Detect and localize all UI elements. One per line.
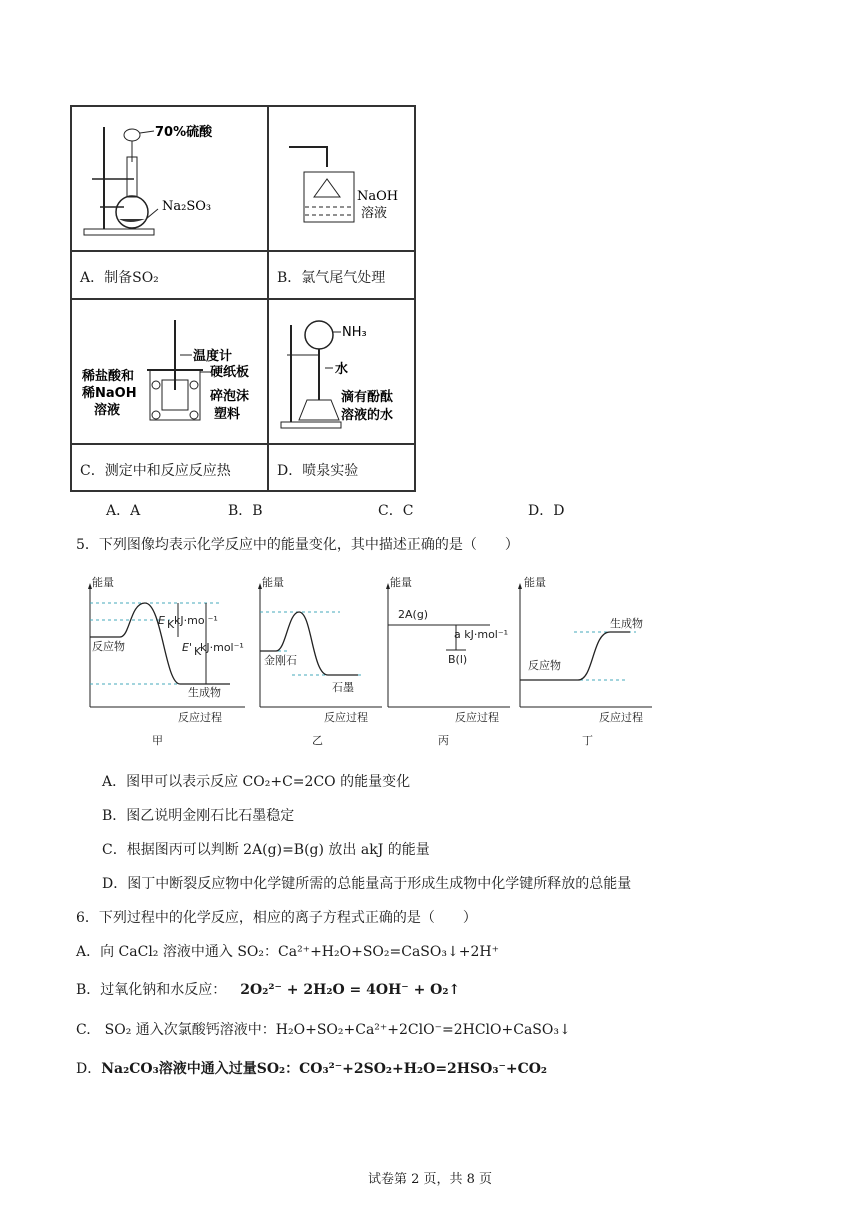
apparatus-b-caption-cell <box>268 251 415 299</box>
jia-ek-unit: kJ·mol⁻¹ <box>174 614 218 627</box>
liquid-label-2: 稀NaOH <box>82 386 137 401</box>
apparatus-a-caption-cell <box>71 251 268 299</box>
jia-ek2-sub: K <box>194 645 202 658</box>
q5-option-a[interactable]: A．图甲可以表示反应 CO₂+C=2CO 的能量变化 <box>102 774 411 790</box>
apparatus-grid <box>70 105 416 492</box>
q6-option-b-equation: 2O₂²⁻ + 2H₂O = 4OH⁻ + O₂↑ <box>240 982 461 998</box>
bing-xlabel: 反应过程 <box>455 711 499 724</box>
chart-jia <box>70 575 250 750</box>
q6-option-d-label: D． <box>76 1061 102 1077</box>
jia-ylabel: 能量 <box>92 576 114 589</box>
q6-option-a[interactable] <box>76 941 499 961</box>
jia-name: 甲 <box>152 734 163 747</box>
q4-option-d[interactable]: D．D <box>528 503 565 519</box>
chart-ding <box>512 575 657 750</box>
ding-xlabel: 反应过程 <box>599 711 643 724</box>
liquid-label-3: 溶液 <box>94 403 121 418</box>
q4-option-c[interactable]: C．C <box>378 503 414 519</box>
yi-product: 石墨 <box>332 681 354 694</box>
foam-label-1: 碎泡沫 <box>210 389 250 404</box>
q6-option-b-label: B．过氧化钠和水反应： <box>76 982 227 998</box>
jia-ek-label: E <box>158 614 165 627</box>
page-footer: 试卷第 2 页，共 8 页 <box>367 1172 493 1187</box>
acid-label: 70%硫酸 <box>155 125 213 140</box>
bing-name: 丙 <box>438 734 449 747</box>
apparatus-b-caption: B．氯气尾气处理 <box>277 270 386 286</box>
ding-name: 丁 <box>582 734 593 747</box>
q6-option-b[interactable] <box>76 979 460 999</box>
ding-reactant: 反应物 <box>528 659 561 672</box>
q5-option-b[interactable]: B．图乙说明金刚石比石墨稳定 <box>102 808 295 824</box>
apparatus-d-caption: D．喷泉实验 <box>277 463 359 479</box>
flask-label-2: 溶液的水 <box>341 408 394 423</box>
jia-xlabel: 反应过程 <box>178 711 222 724</box>
q6-option-d[interactable] <box>76 1058 547 1078</box>
q6-option-c[interactable] <box>76 1019 571 1039</box>
jia-ek2-unit: kJ·mol⁻¹ <box>200 641 244 654</box>
nh3-label: NH₃ <box>342 325 367 340</box>
ding-product: 生成物 <box>610 617 643 630</box>
q6-option-c-label: C. SO₂ 通入次氯酸钙溶液中： <box>76 1022 276 1038</box>
jia-ek-sub: K <box>167 618 175 631</box>
jia-ek2-label: E' <box>182 641 192 654</box>
chart-bing <box>380 575 515 750</box>
yi-reactant: 金刚石 <box>264 654 297 667</box>
q6-option-a-label: A．向 CaCl₂ 溶液中通入 SO₂： <box>76 944 279 960</box>
fountain-experiment-diagram <box>269 300 416 445</box>
chart-yi <box>252 575 387 750</box>
ding-ylabel: 能量 <box>524 576 546 589</box>
yi-xlabel: 反应过程 <box>324 711 368 724</box>
flask-label-1: 滴有酚酞 <box>341 390 394 405</box>
apparatus-a-image <box>71 106 268 251</box>
apparatus-d-image <box>268 299 415 444</box>
q6-option-a-equation: Ca²⁺+H₂O+SO₂=CaSO₃↓+2H⁺ <box>278 944 499 960</box>
jia-reactant: 反应物 <box>92 640 125 653</box>
yi-ylabel: 能量 <box>262 576 284 589</box>
thermometer-label: 温度计 <box>193 349 233 364</box>
apparatus-b-image <box>268 106 415 251</box>
naoh-label: NaOH <box>357 189 399 204</box>
salt-label: Na₂SO₃ <box>162 199 212 214</box>
q5-stem: 5．下列图像均表示化学反应中的能量变化，其中描述正确的是（ ） <box>76 537 519 553</box>
board-label: 硬纸板 <box>210 365 250 380</box>
tail-gas-absorption-diagram <box>269 107 416 252</box>
q6-option-d-equation: Na₂CO₃溶液中通入过量SO₂：CO₃²⁻+2SO₂+H₂O=2HSO₃⁻+CO₂ <box>101 1061 548 1077</box>
apparatus-a-caption: A．制备SO₂ <box>80 270 159 286</box>
apparatus-c-caption: C．测定中和反应反应热 <box>80 463 231 479</box>
bing-reactant: 2A(g) <box>398 608 429 621</box>
liquid-label-1: 稀盐酸和 <box>82 369 135 384</box>
water-label: 水 <box>335 362 349 377</box>
q5-option-c[interactable]: C．根据图丙可以判断 2A(g)=B(g) 放出 akJ 的能量 <box>102 842 430 858</box>
apparatus-c-caption-cell <box>71 444 268 491</box>
foam-label-2: 塑料 <box>214 407 241 422</box>
yi-name: 乙 <box>312 734 323 747</box>
q5-option-d[interactable]: D．图丁中断裂反应物中化学键所需的总能量高于形成生成物中化学键所释放的总能量 <box>102 876 632 892</box>
bing-product: B(l) <box>448 653 468 666</box>
q4-option-a[interactable]: A．A <box>106 503 141 519</box>
q4-option-b[interactable]: B．B <box>228 503 263 519</box>
so2-generator-diagram <box>72 107 269 252</box>
q6-stem: 6．下列过程中的化学反应，相应的离子方程式正确的是（ ） <box>76 910 477 926</box>
bing-delta: a kJ·mol⁻¹ <box>454 628 509 641</box>
bing-ylabel: 能量 <box>390 576 412 589</box>
apparatus-c-image <box>71 299 268 444</box>
jia-product: 生成物 <box>188 686 221 699</box>
naoh-solution-label: 溶液 <box>361 206 388 221</box>
q6-option-c-equation: H₂O+SO₂+Ca²⁺+2ClO⁻=2HClO+CaSO₃↓ <box>275 1022 571 1038</box>
apparatus-d-caption-cell <box>268 444 415 491</box>
calorimeter-diagram <box>72 300 269 445</box>
